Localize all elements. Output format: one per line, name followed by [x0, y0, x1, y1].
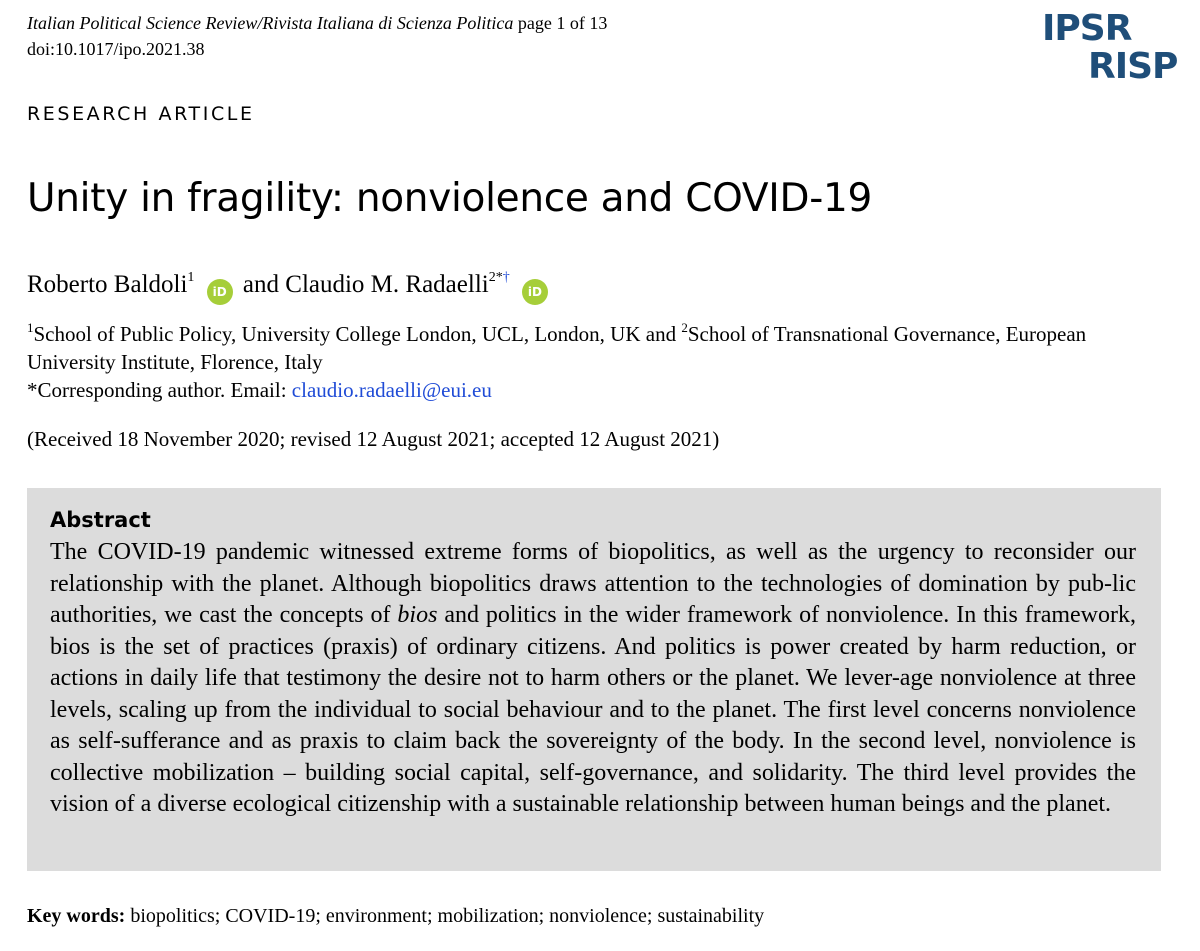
- orcid-icon[interactable]: iD: [522, 279, 548, 305]
- author-2-dagger[interactable]: †: [502, 270, 510, 285]
- email-link[interactable]: claudio.radaelli@eui.eu: [291, 378, 492, 402]
- keywords-list: biopolitics; COVID-19; environment; mobilization; nonviolence; sustainability: [130, 905, 765, 927]
- corresponding-author: [27, 376, 1167, 404]
- abstract-heading: Abstract: [50, 508, 151, 532]
- journal-line: [27, 10, 607, 36]
- orcid-icon[interactable]: iD: [207, 279, 233, 305]
- abstract-text-1: The COVID-19 pandemic witnessed extreme forms of biopolitics, as well as the urgency to reconsider our relationship with the planet. Although biopolitics draws attention to the technologies of domination by pub-lic authorities, we cast the concepts of: [50, 539, 1136, 628]
- author-1-name: Roberto Baldoli: [27, 271, 188, 298]
- logo-line-1: IPSR: [1042, 8, 1132, 49]
- keywords-label: Key words:: [27, 905, 126, 927]
- author-2-sup: 2*: [488, 270, 503, 285]
- author-2-name: Claudio M. Radaelli: [285, 271, 489, 298]
- affiliation-text: [27, 314, 1167, 376]
- abstract-text-2: and politics in the wider framework of nonviolence. In this framework, bios is the set of practices (praxis) of ordinary citizens. And politics is power created by harm reduction, or actions in daily life that testimony the desire not to harm others or the planet. We lever-age nonviolence at three levels, scaling up from the individual to social behaviour and to the planet. The first level concerns nonviolence as self-sufferance and as praxis to claim back the sovereignty of the body. In the second level, nonviolence is collective mobilization – building social capital, self-governance, and solidarity. The third level provides the vision of a diverse ecological citizenship with a sustainable relationship between human beings and the planet.: [50, 602, 1136, 817]
- author-1-affil-marker: 1: [187, 270, 195, 285]
- affiliation-1: School of Public Policy, University College London, UCL, London, UK and: [33, 322, 682, 346]
- page-info: page 1 of 13: [517, 13, 608, 33]
- received-dates: (Received 18 November 2020; revised 12 August 2021; accepted 12 August 2021): [27, 427, 720, 451]
- author-line: [27, 262, 552, 305]
- corresponding-label: *Corresponding author. Email:: [27, 378, 292, 402]
- abstract-box: [27, 488, 1161, 871]
- affil-marker-1: 1: [27, 320, 34, 335]
- abstract-italic-term: bios: [397, 602, 438, 628]
- author-conjunction: and: [242, 271, 280, 298]
- logo-line-2: RISP: [1088, 46, 1178, 87]
- affiliations: [27, 314, 1167, 404]
- keywords: [27, 903, 764, 929]
- ipsr-risp-logo: [1042, 8, 1178, 88]
- article-type: RESEARCH ARTICLE: [27, 103, 255, 125]
- affil-marker-2: 2: [681, 320, 688, 335]
- abstract-body: [50, 537, 1136, 821]
- affiliation-2: School of Transnational Governance, European University Institute, Florence, Italy: [27, 322, 1087, 374]
- doi: doi:10.1017/ipo.2021.38: [27, 39, 205, 59]
- article-title: Unity in fragility: nonviolence and COVID-19: [27, 176, 872, 221]
- journal-header: [27, 10, 607, 62]
- author-2-affil-marker: [489, 270, 510, 285]
- journal-title: Italian Political Science Review/Rivista Italiana di Scienza Politica: [27, 13, 514, 33]
